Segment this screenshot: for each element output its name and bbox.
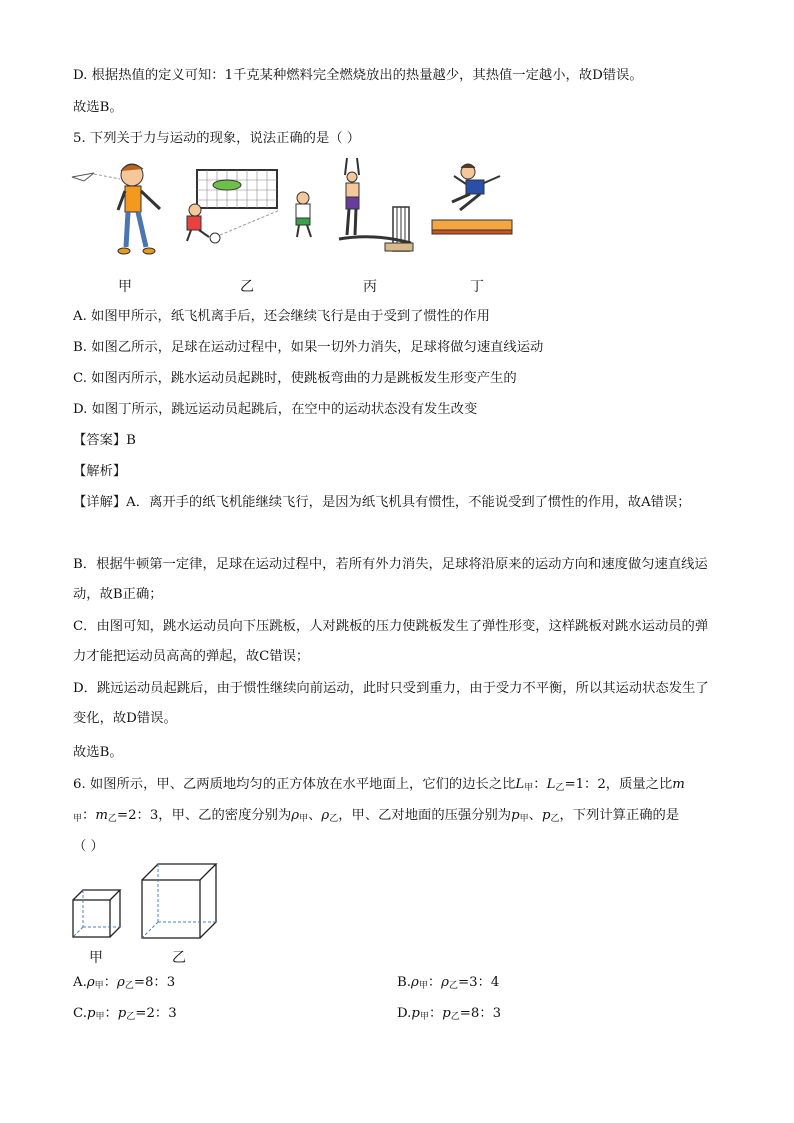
figure-cubes [70,858,230,940]
q5-option-d: D. 如图丁所示，跳远运动员起跳后，在空中的运动状态没有发生改变 [73,402,478,417]
q6-option-a: $A.\rho_甲$：$\rho_乙=8$：3 [73,975,176,991]
q5-detail-d: D．跳远运动员起跳后，由于惯性继续向前运动，此时只受到重力，由于受力不平衡，所以其运动状态发生了变化，故D错误。 [73,681,709,726]
fig-label-yi: 乙 [240,279,254,295]
cube-yi [142,864,216,938]
fig-label-bing: 丙 [363,279,377,295]
q5-analysis-heading: 【解析】 [73,464,127,479]
q6-option-b: $B.\rho_甲$：$\rho_乙=3$：4 [397,975,500,991]
figure-ding-long-jumper [430,158,515,243]
cube-label-yi: 乙 [172,950,186,966]
q6-option-c: $C.p_甲$：$p_乙=2$：3 [73,1006,177,1022]
q5-stem: 5. 下列关于力与运动的现象，说法正确的是（ ） [73,131,361,146]
fig-label-jia: 甲 [118,279,132,295]
q6-paren: （ ） [73,839,104,854]
q5-detail-c: C．由图可知，跳水运动员向下压跳板，人对跳板的压力使跳板发生了弹性形变，这样跳板对跳水运动员的弹力才能把运动员高高的弹起，故C错误； [73,619,709,664]
figure-yi-soccer [175,165,325,245]
q5-detail-a: 【详解】A．离开手的纸飞机能继续飞行，是因为纸飞机具有惯性，不能说受到了惯性的作用，故A错误； [73,495,691,510]
prev-conclusion: 故选B。 [73,100,123,115]
figure-bing-diver [335,155,425,255]
prev-option-d: D. 根据热值的定义可知：1千克某种燃料完全燃烧放出的热量越少，其热值一定越小，故D错误。 [73,68,643,83]
cube-label-jia: 甲 [89,950,103,966]
cube-jia [73,890,120,937]
q5-option-b: B. 如图乙所示，足球在运动过程中，如果一切外力消失，足球将做匀速直线运动 [73,340,544,355]
q6-stem-line2: $_甲$：$m_乙=2$：3，甲、乙的密度分别为$\rho_甲$、$\rho_乙$，甲、乙对地面的压强分别为$p_甲$、$p_乙$，下列计算正确的是 [73,808,680,824]
q6-stem-line1: 6. 如图所示，甲、乙两质地均匀的正方体放在水平地面上，它们的边长之比$L_甲$：$L_乙=1$：2，质量之比m [73,777,685,793]
q6-option-d: $D.p_甲$：$p_乙=8$：3 [397,1006,502,1022]
fig-label-ding: 丁 [470,279,484,295]
q5-conclusion: 故选B。 [73,745,123,760]
q5-answer: 【答案】B [73,433,136,448]
q5-option-a: A. 如图甲所示，纸飞机离手后，还会继续飞行是由于受到了惯性的作用 [73,309,490,324]
q5-detail-b: B．根据牛顿第一定律，足球在运动过程中，若所有外力消失，足球将沿原来的运动方向和速度做匀速直线运动，故B正确； [73,557,708,602]
q5-option-c: C. 如图丙所示，跳水运动员起跳时，使跳板弯曲的力是跳板发生形变产生的 [73,371,517,386]
figure-jia-paper-plane [70,155,170,265]
